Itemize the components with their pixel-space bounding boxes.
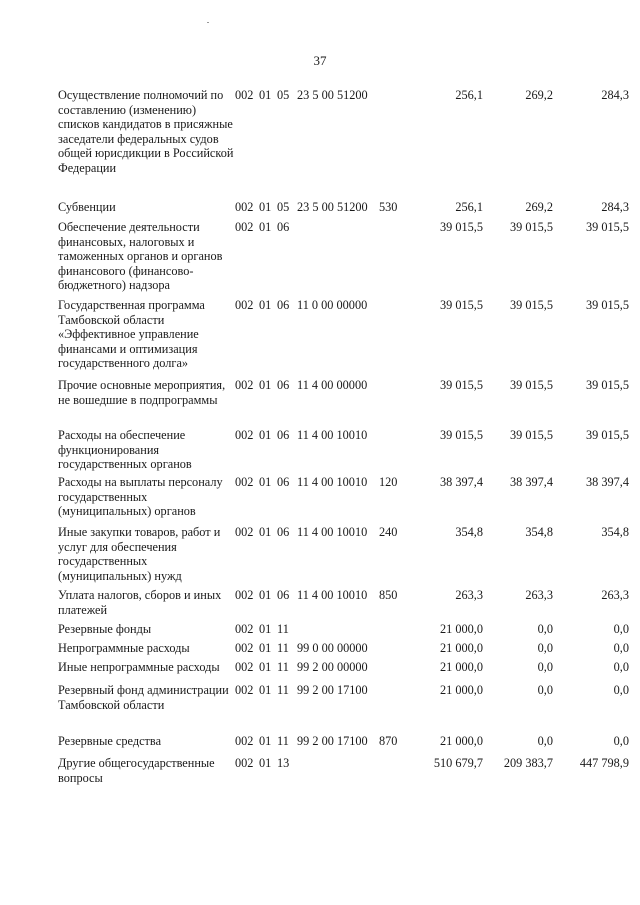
amount-year-1: 38 397,4 <box>439 475 483 489</box>
table-row <box>58 525 629 583</box>
amount-year-3: 284,3 <box>601 88 629 102</box>
table-row <box>58 622 629 637</box>
amount-year-2: 263,3 <box>525 588 553 602</box>
code-pr: 11 <box>277 683 289 697</box>
code-rz: 01 <box>259 641 272 655</box>
code-vr <box>379 756 409 771</box>
table-row <box>58 88 629 176</box>
table-row <box>58 756 629 785</box>
row-name: Субвенции <box>58 200 116 214</box>
code-pr: 06 <box>277 475 290 489</box>
amount-year-3: 0,0 <box>613 734 629 748</box>
code-rz: 01 <box>259 200 272 214</box>
code-ved: 002 <box>235 378 254 392</box>
amount-year-1: 39 015,5 <box>439 428 483 442</box>
amount-year-1: 21 000,0 <box>439 622 483 636</box>
code-rz: 01 <box>259 220 272 234</box>
code-vr <box>379 378 409 393</box>
row-name: Иные закупки товаров, работ и услуг для обеспечения государственных (муниципальных) нужд <box>58 525 221 583</box>
code-vr: 850 <box>379 588 398 602</box>
row-name: Расходы на выплаты персоналу государственных (муниципальных) органов <box>58 475 223 519</box>
code-csr: 99 2 00 00000 <box>297 660 368 674</box>
amount-year-2: 0,0 <box>537 734 553 748</box>
code-pr: 05 <box>277 200 290 214</box>
code-pr: 05 <box>277 88 290 102</box>
code-rz: 01 <box>259 734 272 748</box>
code-vr <box>379 428 409 443</box>
code-pr: 13 <box>277 756 290 770</box>
table-row <box>58 734 629 749</box>
code-ved: 002 <box>235 298 254 312</box>
amount-year-1: 354,8 <box>455 525 483 539</box>
code-rz: 01 <box>259 622 272 636</box>
amount-year-1: 21 000,0 <box>439 641 483 655</box>
code-pr: 06 <box>277 378 290 392</box>
amount-year-1: 510 679,7 <box>433 756 483 770</box>
code-rz: 01 <box>259 660 272 674</box>
code-csr: 99 0 00 00000 <box>297 641 368 655</box>
code-ved: 002 <box>235 588 254 602</box>
amount-year-3: 38 397,4 <box>585 475 629 489</box>
code-vr: 530 <box>379 200 398 214</box>
table-row <box>58 428 629 472</box>
amount-year-2: 0,0 <box>537 660 553 674</box>
amount-year-1: 256,1 <box>455 200 483 214</box>
table-row <box>58 475 629 519</box>
code-pr: 06 <box>277 525 290 539</box>
page-number: 37 <box>313 53 327 68</box>
code-pr: 11 <box>277 734 289 748</box>
table-row <box>58 588 629 617</box>
code-pr: 06 <box>277 298 290 312</box>
code-vr <box>379 298 409 313</box>
code-pr: 06 <box>277 220 290 234</box>
amount-year-1: 256,1 <box>455 88 483 102</box>
code-rz: 01 <box>259 525 272 539</box>
budget-code <box>235 88 413 103</box>
amount-year-3: 39 015,5 <box>585 378 629 392</box>
budget-code <box>235 683 413 698</box>
row-name: Резервные фонды <box>58 622 152 636</box>
budget-code <box>235 220 413 235</box>
code-ved: 002 <box>235 200 254 214</box>
code-csr: 11 0 00 00000 <box>297 298 368 312</box>
amount-year-1: 39 015,5 <box>439 378 483 392</box>
code-ved: 002 <box>235 428 254 442</box>
code-rz: 01 <box>259 378 272 392</box>
table-row <box>58 220 629 293</box>
code-rz: 01 <box>259 475 272 489</box>
amount-year-1: 39 015,5 <box>439 298 483 312</box>
amount-year-1: 21 000,0 <box>439 683 483 697</box>
code-ved: 002 <box>235 525 254 539</box>
code-rz: 01 <box>259 588 272 602</box>
table-row <box>58 683 629 712</box>
budget-code <box>235 588 413 603</box>
amount-year-2: 0,0 <box>537 641 553 655</box>
table-row <box>58 298 629 371</box>
code-vr: 120 <box>379 475 398 489</box>
code-pr: 11 <box>277 660 289 674</box>
code-rz: 01 <box>259 683 272 697</box>
amount-year-2: 39 015,5 <box>509 298 553 312</box>
row-name: Резервные средства <box>58 734 162 748</box>
amount-year-2: 269,2 <box>525 200 553 214</box>
budget-code <box>235 378 413 393</box>
budget-code <box>235 622 413 637</box>
amount-year-3: 354,8 <box>601 525 629 539</box>
code-ved: 002 <box>235 734 254 748</box>
amount-year-3: 0,0 <box>613 660 629 674</box>
amount-year-3: 0,0 <box>613 641 629 655</box>
amount-year-2: 0,0 <box>537 622 553 636</box>
code-ved: 002 <box>235 475 254 489</box>
code-ved: 002 <box>235 622 254 636</box>
code-csr: 11 4 00 10010 <box>297 525 368 539</box>
table-row <box>58 641 629 656</box>
code-csr <box>297 756 379 771</box>
code-pr: 06 <box>277 428 290 442</box>
row-name: Иные непрограммные расходы <box>58 660 220 674</box>
budget-code <box>235 641 413 656</box>
amount-year-2: 354,8 <box>525 525 553 539</box>
row-name: Государственная программа Тамбовской области «Эффективное управление финансами и оптимизация государственного долга» <box>58 298 205 371</box>
budget-code <box>235 756 413 771</box>
budget-code <box>235 298 413 313</box>
row-name: Прочие основные мероприятия, не вошедшие в подпрограммы <box>58 378 226 407</box>
code-csr: 99 2 00 17100 <box>297 734 368 748</box>
amount-year-2: 39 015,5 <box>509 378 553 392</box>
code-vr: 240 <box>379 525 398 539</box>
budget-code <box>235 200 413 215</box>
table-row <box>58 660 629 675</box>
code-ved: 002 <box>235 660 254 674</box>
code-csr: 11 4 00 10010 <box>297 428 368 442</box>
scan-speck <box>207 22 209 23</box>
row-name: Обеспечение деятельности финансовых, налоговых и таможенных органов и органов финансового (финансово-бюджетного) надзора <box>58 220 223 293</box>
amount-year-3: 284,3 <box>601 200 629 214</box>
row-name: Расходы на обеспечение функционирования государственных органов <box>58 428 192 472</box>
amount-year-3: 447 798,9 <box>579 756 629 770</box>
code-ved: 002 <box>235 88 254 102</box>
code-rz: 01 <box>259 756 272 770</box>
code-vr <box>379 641 409 656</box>
code-rz: 01 <box>259 298 272 312</box>
row-name: Резервный фонд администрации Тамбовской области <box>58 683 229 712</box>
row-name: Другие общегосударственные вопросы <box>58 756 215 785</box>
code-csr: 11 4 00 10010 <box>297 475 368 489</box>
amount-year-2: 0,0 <box>537 683 553 697</box>
amount-year-3: 0,0 <box>613 683 629 697</box>
amount-year-1: 39 015,5 <box>439 220 483 234</box>
code-vr <box>379 622 409 637</box>
code-csr <box>297 622 379 637</box>
code-vr <box>379 683 409 698</box>
amount-year-3: 39 015,5 <box>585 428 629 442</box>
budget-code <box>235 428 413 443</box>
amount-year-2: 39 015,5 <box>509 220 553 234</box>
code-pr: 06 <box>277 588 290 602</box>
amount-year-3: 263,3 <box>601 588 629 602</box>
amount-year-2: 39 015,5 <box>509 428 553 442</box>
code-csr: 23 5 00 51200 <box>297 200 368 214</box>
code-rz: 01 <box>259 88 272 102</box>
code-ved: 002 <box>235 756 254 770</box>
row-name: Уплата налогов, сборов и иных платежей <box>58 588 222 617</box>
code-ved: 002 <box>235 641 254 655</box>
budget-code <box>235 734 413 749</box>
row-name: Непрограммные расходы <box>58 641 190 655</box>
code-vr <box>379 660 409 675</box>
code-pr: 11 <box>277 641 289 655</box>
code-csr: 11 4 00 10010 <box>297 588 368 602</box>
code-csr <box>297 220 379 235</box>
row-name: Осуществление полномочий по составлению (изменению) списков кандидатов в присяжные заседатели федеральных судов общей юрисдикции в Российской Федерации <box>58 88 234 175</box>
code-csr: 23 5 00 51200 <box>297 88 368 102</box>
code-rz: 01 <box>259 428 272 442</box>
budget-code <box>235 525 413 540</box>
code-vr <box>379 220 409 235</box>
code-ved: 002 <box>235 683 254 697</box>
code-vr <box>379 88 409 103</box>
budget-code <box>235 475 413 490</box>
table-row <box>58 200 629 215</box>
amount-year-2: 38 397,4 <box>509 475 553 489</box>
budget-code <box>235 660 413 675</box>
code-csr: 99 2 00 17100 <box>297 683 368 697</box>
amount-year-3: 0,0 <box>613 622 629 636</box>
amount-year-3: 39 015,5 <box>585 220 629 234</box>
amount-year-2: 209 383,7 <box>503 756 553 770</box>
amount-year-3: 39 015,5 <box>585 298 629 312</box>
amount-year-1: 263,3 <box>455 588 483 602</box>
code-csr: 11 4 00 00000 <box>297 378 368 392</box>
amount-year-1: 21 000,0 <box>439 734 483 748</box>
table-row <box>58 378 629 407</box>
amount-year-2: 269,2 <box>525 88 553 102</box>
code-ved: 002 <box>235 220 254 234</box>
amount-year-1: 21 000,0 <box>439 660 483 674</box>
code-pr: 11 <box>277 622 289 636</box>
code-vr: 870 <box>379 734 398 748</box>
